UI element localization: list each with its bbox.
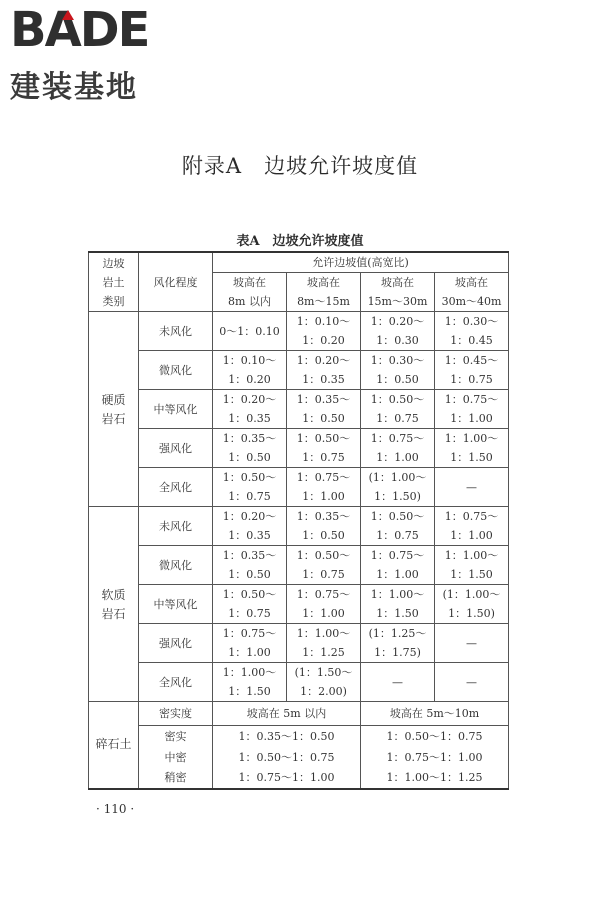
logo-accent-triangle — [62, 10, 74, 20]
slope-value-cell — [435, 390, 509, 429]
slope-value-line: 1：0.50 — [376, 373, 419, 386]
slope-value-cell — [287, 546, 361, 585]
slope-value-cell — [435, 468, 509, 507]
table-row — [89, 663, 509, 702]
slope-value-line: 1：0.75～ — [370, 549, 425, 562]
slope-value-cell — [361, 585, 435, 624]
gravel-height-header: 坡高在 5m 以内 — [213, 702, 361, 726]
slope-value-line: 1：0.75 — [450, 373, 493, 386]
slope-value-cell — [287, 585, 361, 624]
slope-value-line: 0～1：0.10 — [219, 324, 280, 338]
slope-value-cell — [435, 624, 509, 663]
slope-value-line: 1：2.00) — [300, 685, 347, 698]
table-row — [89, 351, 509, 390]
slope-value-line: 1：0.50～ — [222, 471, 277, 484]
slope-value-cell — [287, 390, 361, 429]
slope-value-cell — [287, 312, 361, 351]
logo-chinese-name: 建装基地 — [10, 70, 138, 105]
density-cell: 密实 — [139, 726, 213, 747]
slope-value-cell — [435, 585, 509, 624]
slope-value-cell — [213, 429, 287, 468]
group-label-line: 岩石 — [101, 607, 126, 621]
weathering-cell: 全风化 — [139, 663, 213, 702]
slope-value-line: 1：0.75～ — [296, 471, 351, 484]
slope-value-line: 1：0.20 — [228, 373, 271, 386]
slope-value-cell — [361, 624, 435, 663]
table-row — [89, 390, 509, 429]
header-category-line: 类别 — [102, 294, 125, 308]
slope-value-line: 1：0.35～ — [296, 393, 351, 406]
slope-value-line: 1：0.75～ — [296, 588, 351, 601]
slope-value-line: (1：1.00～ — [442, 588, 501, 601]
density-header: 密实度 — [139, 702, 213, 726]
gravel-height-header: 坡高在 5m～10m — [361, 702, 509, 726]
weathering-cell: 微风化 — [139, 351, 213, 390]
slope-value-line: 1：0.75 — [302, 451, 345, 464]
slope-value-line: 1：1.00～ — [296, 627, 351, 640]
slope-value-line: 1：0.75～ — [222, 627, 277, 640]
slope-value-line: 1：1.00 — [376, 568, 419, 581]
slope-value-line: 1：0.30～ — [444, 315, 499, 328]
slope-value-line: 1：0.35～ — [222, 549, 277, 562]
header-allowed: 允许边坡值(高宽比) — [213, 252, 509, 273]
slope-value-cell — [361, 312, 435, 351]
slope-value-cell — [361, 468, 435, 507]
slope-value-line: 1：0.35 — [228, 412, 271, 425]
slope-value-cell — [435, 312, 509, 351]
gravel-value-cell: 1：0.75～1：1.00 — [213, 768, 361, 789]
table-row — [89, 312, 509, 351]
slope-value-cell — [213, 663, 287, 702]
slope-value-line: 1：1.50 — [450, 451, 493, 464]
gravel-row — [89, 726, 509, 747]
header-height — [213, 273, 287, 312]
gravel-label: 碎石土 — [89, 702, 139, 789]
slope-value-cell — [287, 663, 361, 702]
slope-value-line: 1：0.75 — [228, 490, 271, 503]
slope-value-line: 1：0.50～ — [370, 510, 425, 523]
slope-value-line: 1：0.30 — [376, 334, 419, 347]
slope-value-cell — [287, 624, 361, 663]
table-row — [89, 624, 509, 663]
slope-value-cell — [213, 312, 287, 351]
header-height-line: 坡高在 — [307, 276, 340, 289]
table-row — [89, 507, 509, 546]
table-header-row — [89, 252, 509, 273]
slope-value-cell — [361, 663, 435, 702]
page-number: · 110 · — [96, 802, 135, 816]
header-height-line: 30m～40m — [441, 295, 502, 308]
slope-value-cell — [213, 585, 287, 624]
slope-value-cell — [287, 429, 361, 468]
slope-value-line: 1：0.50 — [302, 412, 345, 425]
weathering-cell: 中等风化 — [139, 390, 213, 429]
slope-value-line: 1：0.10～ — [296, 315, 351, 328]
slope-value-line: 1：1.00～ — [222, 666, 277, 679]
header-height-line: 坡高在 — [455, 276, 489, 289]
slope-value-line: 1：1.25 — [302, 646, 345, 659]
slope-value-line: 1：0.50～ — [296, 549, 351, 562]
weathering-cell: 未风化 — [139, 312, 213, 351]
slope-value-line: 1：0.75 — [228, 607, 271, 620]
slope-value-cell — [435, 663, 509, 702]
header-height-line: 坡高在 — [381, 276, 414, 289]
group-label — [89, 312, 139, 507]
density-cell: 中密 — [139, 747, 213, 768]
slope-value-cell — [361, 546, 435, 585]
slope-value-line: 1：0.30～ — [370, 354, 425, 367]
slope-value-line: 1：1.00～ — [444, 432, 499, 445]
slope-value-cell — [213, 351, 287, 390]
header-height — [287, 273, 361, 312]
slope-value-line: 1：1.00 — [450, 412, 493, 425]
slope-value-line: 1：0.45～ — [444, 354, 499, 367]
group-label-line: 硬质 — [101, 393, 126, 407]
slope-value-cell — [213, 390, 287, 429]
slope-table — [88, 251, 509, 790]
slope-value-line: 1：0.75 — [376, 529, 419, 542]
group-label — [89, 507, 139, 702]
slope-value-line: 1：0.10～ — [222, 354, 277, 367]
slope-value-cell — [287, 351, 361, 390]
gravel-row — [89, 768, 509, 789]
header-height — [361, 273, 435, 312]
slope-value-line: 1：0.35～ — [296, 510, 351, 523]
slope-value-line: 1：0.50 — [228, 568, 271, 581]
slope-value-line: 1：0.75 — [376, 412, 419, 425]
gravel-row — [89, 747, 509, 768]
page-title: 附录A 边坡允许坡度值 — [181, 154, 419, 178]
slope-value-line: 1：0.75～ — [370, 432, 425, 445]
slope-value-cell — [361, 507, 435, 546]
slope-value-cell — [361, 351, 435, 390]
slope-value-line: 1：0.50 — [302, 529, 345, 542]
slope-value-line: 1：0.75～ — [444, 510, 499, 523]
table-row — [89, 546, 509, 585]
slope-value-line: 1：0.75 — [302, 568, 345, 581]
weathering-cell: 强风化 — [139, 624, 213, 663]
slope-value-line: 1：1.50) — [374, 490, 421, 503]
slope-value-line: — — [466, 636, 478, 650]
slope-value-line: (1：1.00～ — [368, 471, 427, 484]
table-caption: 表A 边坡允许坡度值 — [236, 234, 364, 249]
slope-value-line: — — [392, 675, 403, 689]
slope-value-line: 1：0.50～ — [222, 588, 277, 601]
slope-value-line: 1：0.20～ — [296, 354, 351, 367]
slope-value-line: 1：1.00～ — [444, 549, 499, 562]
gravel-value-cell: 1：0.35～1：0.50 — [213, 726, 361, 747]
slope-value-line: 1：0.35 — [302, 373, 345, 386]
slope-value-line: 1：0.20 — [302, 334, 345, 347]
logo-wordmark: BADE — [10, 2, 149, 58]
group-label-line: 软质 — [101, 588, 126, 602]
header-height-line: 15m～30m — [367, 295, 428, 308]
header-height-line: 坡高在 — [233, 276, 266, 289]
slope-value-cell — [361, 390, 435, 429]
slope-value-line: 1：0.75～ — [444, 393, 499, 406]
slope-value-line: 1：0.20～ — [370, 315, 425, 328]
weathering-cell: 中等风化 — [139, 585, 213, 624]
slope-value-cell — [213, 507, 287, 546]
weathering-cell: 微风化 — [139, 546, 213, 585]
header-height-line: 8m～15m — [297, 295, 350, 308]
header-weathering: 风化程度 — [139, 252, 213, 312]
slope-value-cell — [435, 507, 509, 546]
slope-value-line: 1：1.00 — [450, 529, 493, 542]
slope-value-line: 1：1.00 — [302, 490, 345, 503]
slope-value-line: 1：1.00 — [302, 607, 345, 620]
gravel-value-cell: 1：0.75～1：1.00 — [361, 747, 509, 768]
slope-value-cell — [213, 468, 287, 507]
slope-value-line: 1：1.00 — [228, 646, 271, 659]
header-category-line: 岩土 — [102, 275, 125, 289]
gravel-value-cell: 1：0.50～1：0.75 — [361, 726, 509, 747]
weathering-cell: 强风化 — [139, 429, 213, 468]
slope-value-line: 1：0.45 — [450, 334, 493, 347]
slope-value-line: 1：1.50 — [228, 685, 271, 698]
slope-value-cell — [435, 429, 509, 468]
slope-value-line: 1：0.50 — [228, 451, 271, 464]
header-category-line: 边坡 — [102, 256, 125, 270]
slope-value-line: (1：1.50～ — [294, 666, 353, 679]
header-category — [89, 252, 139, 312]
slope-value-line: 1：0.20～ — [222, 393, 277, 406]
table-row — [89, 468, 509, 507]
slope-value-line: 1：1.75) — [374, 646, 421, 659]
table-row — [89, 585, 509, 624]
density-cell: 稍密 — [139, 768, 213, 789]
slope-value-line: 1：1.00～ — [370, 588, 425, 601]
slope-value-line: 1：1.50 — [376, 607, 419, 620]
slope-value-line: 1：0.50～ — [370, 393, 425, 406]
slope-value-line: 1：1.00 — [376, 451, 419, 464]
bade-logo — [10, 2, 180, 105]
slope-value-line: 1：0.20～ — [222, 510, 277, 523]
gravel-header-row — [89, 702, 509, 726]
slope-value-line: — — [466, 480, 478, 494]
slope-value-line: 1：0.35 — [228, 529, 271, 542]
slope-value-line: 1：1.50 — [450, 568, 493, 581]
group-label-line: 岩石 — [101, 412, 126, 426]
slope-value-line: 1：0.35～ — [222, 432, 277, 445]
header-height-line: 8m 以内 — [228, 295, 271, 308]
slope-value-line: 1：0.50～ — [296, 432, 351, 445]
slope-value-cell — [287, 468, 361, 507]
slope-value-line: 1：1.50) — [448, 607, 495, 620]
gravel-value-cell: 1：0.50～1：0.75 — [213, 747, 361, 768]
slope-value-cell — [435, 546, 509, 585]
slope-value-cell — [213, 546, 287, 585]
slope-value-cell — [213, 624, 287, 663]
slope-value-cell — [435, 351, 509, 390]
slope-value-cell — [287, 507, 361, 546]
gravel-value-cell: 1：1.00～1：1.25 — [361, 768, 509, 789]
slope-value-line: — — [466, 675, 478, 689]
slope-value-cell — [361, 429, 435, 468]
weathering-cell: 全风化 — [139, 468, 213, 507]
header-height — [435, 273, 509, 312]
weathering-cell: 未风化 — [139, 507, 213, 546]
table-row — [89, 429, 509, 468]
slope-value-line: (1：1.25～ — [368, 627, 427, 640]
